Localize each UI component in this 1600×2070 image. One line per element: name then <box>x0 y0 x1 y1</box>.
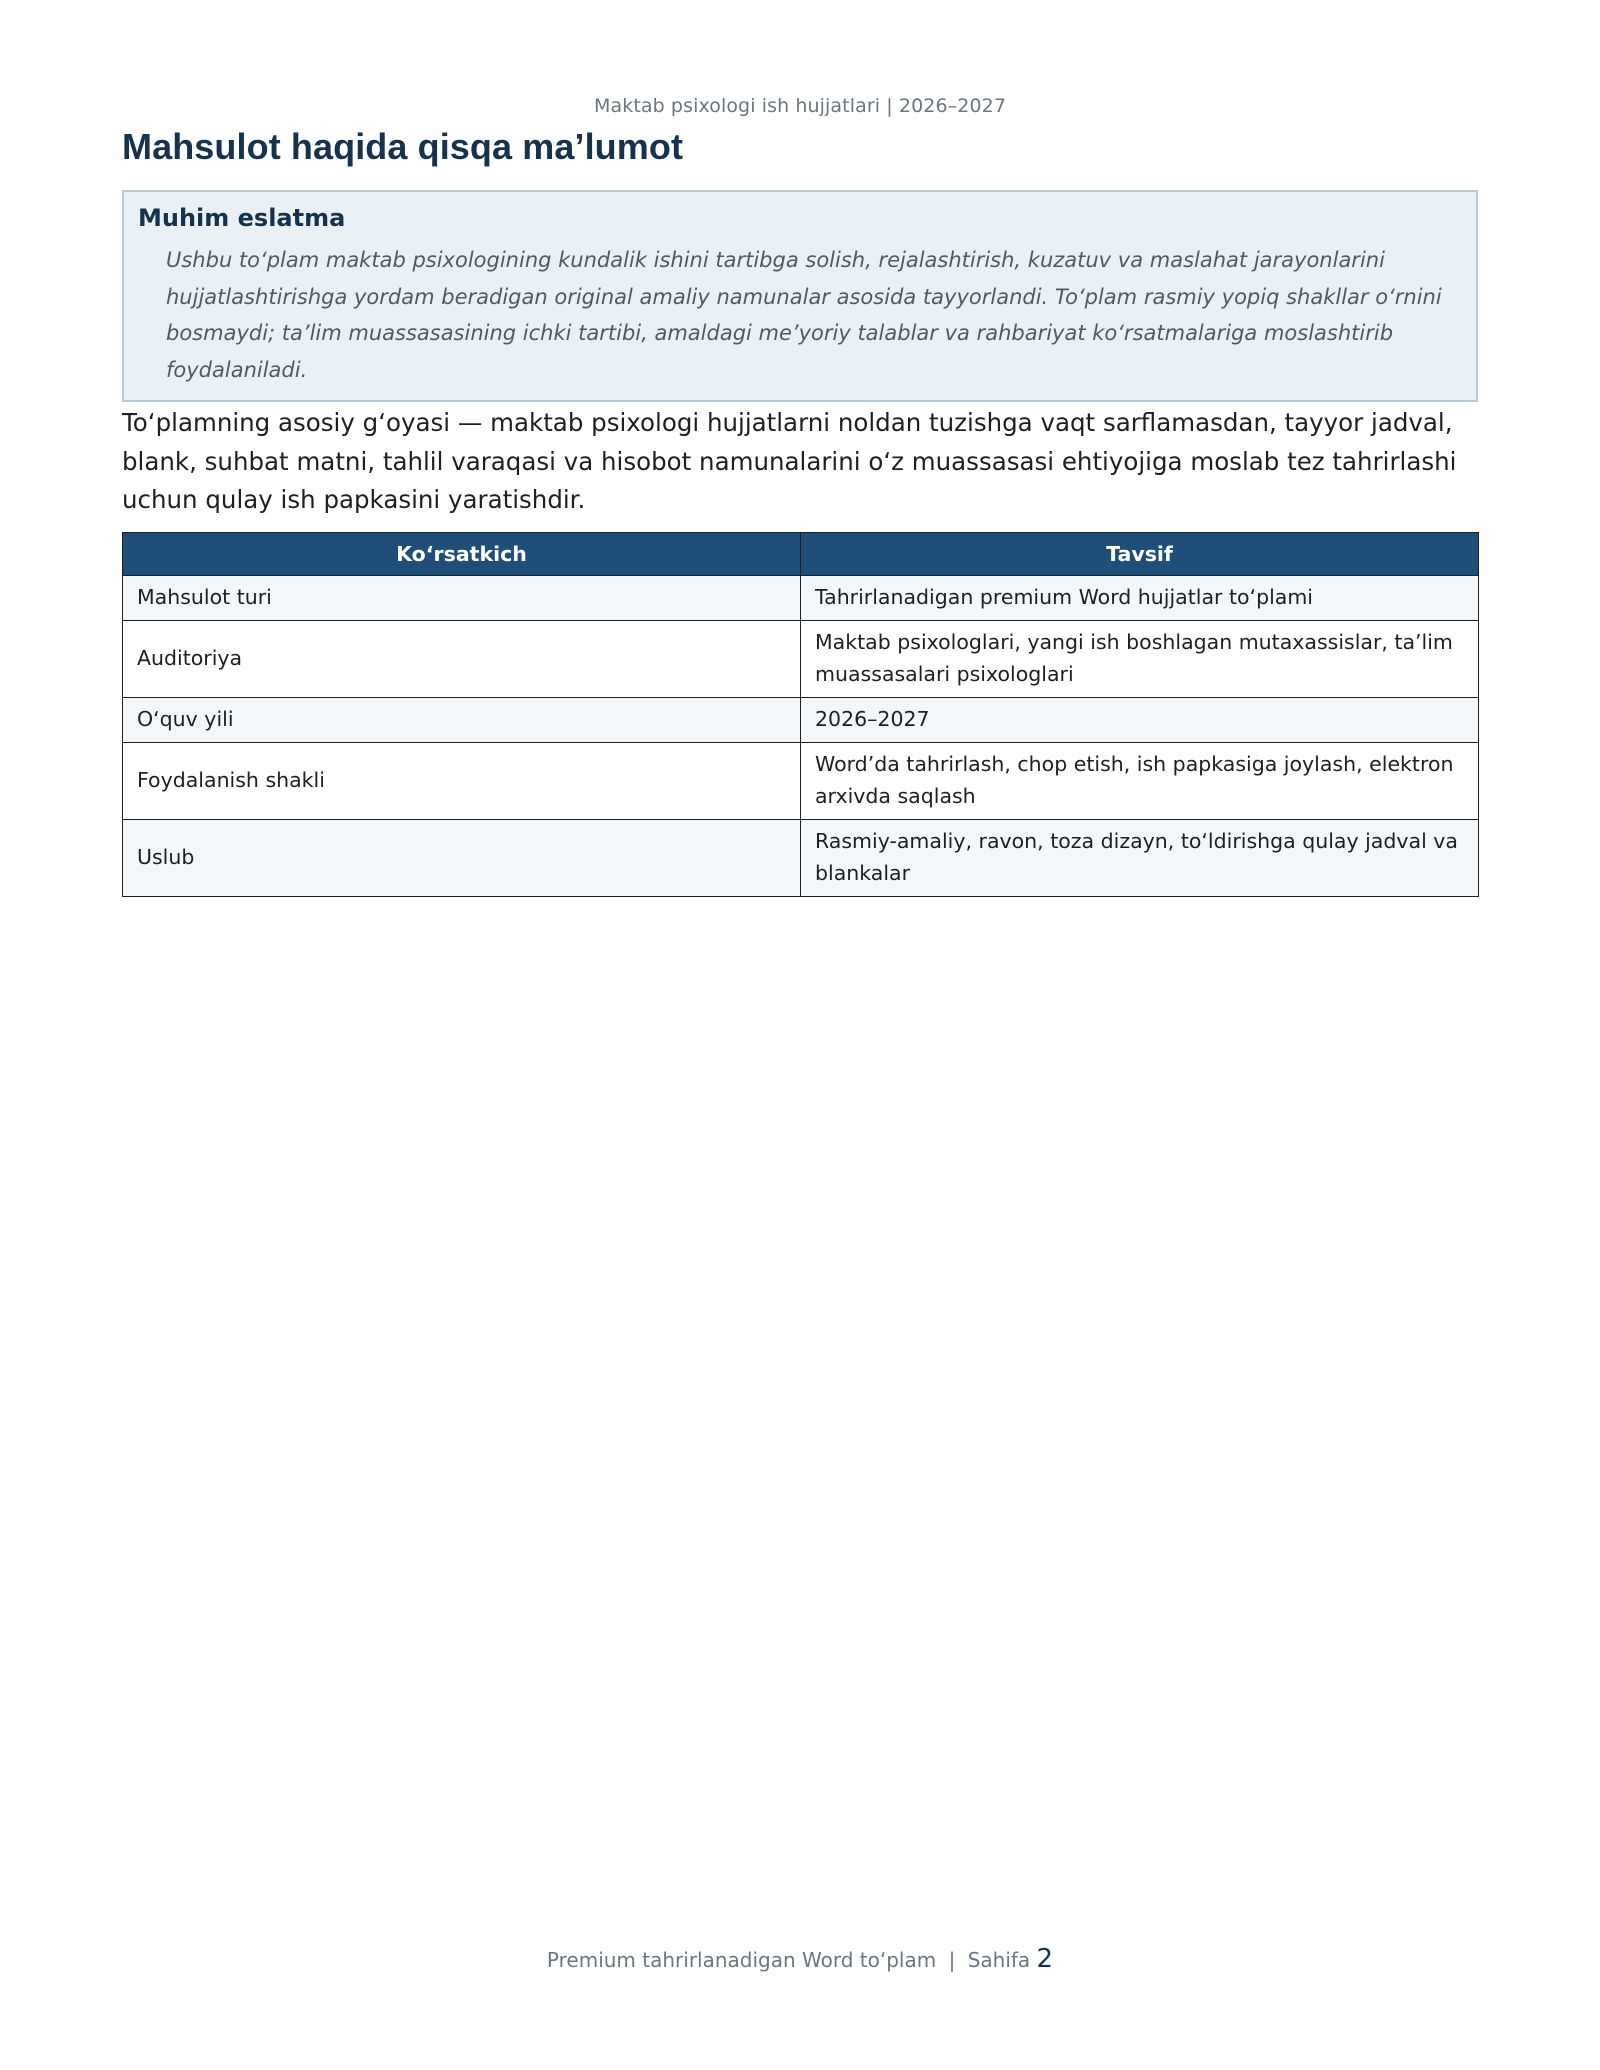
important-note-box <box>122 190 1478 402</box>
intro-paragraph: To‘plamning asosiy g‘oyasi — maktab psixologi hujjatlarni noldan tuzishga vaqt sarflamasdan, tayyor jadval, blank, suhbat matni, tahlil varaqasi va hisobot namunalarini o‘z muassasasi ehtiyojiga moslab tez tahrirlashi uchun qulay ish papkasini yaratishdir. <box>122 408 1457 514</box>
running-header: Maktab psixologi ish hujjatlari | 2026–2027 <box>593 95 1007 117</box>
table-cell-description: Maktab psixologlari, yangi ish boshlagan mutaxassislar, ta’lim muassasalari psixologlari <box>801 620 1479 697</box>
footer-page-label: Sahifa <box>967 1948 1031 1972</box>
table-header-description: Tavsif <box>801 532 1479 575</box>
table-header-indicator: Ko‘rsatkich <box>123 532 801 575</box>
table-row <box>123 742 1479 819</box>
table-cell-indicator: Auditoriya <box>123 620 801 697</box>
note-title: Muhim eslatma <box>138 204 346 232</box>
page-title: Mahsulot haqida qisqa ma’lumot <box>122 126 684 167</box>
table-row <box>123 697 1479 742</box>
running-footer <box>0 1944 1600 1974</box>
table-cell-indicator: O‘quv yili <box>123 697 801 742</box>
table-cell-indicator: Mahsulot turi <box>123 575 801 620</box>
table-cell-indicator: Uslub <box>123 819 801 896</box>
page-content <box>122 122 1478 897</box>
table-cell-description: Tahrirlanadigan premium Word hujjatlar to‘plami <box>801 575 1479 620</box>
table-row <box>123 819 1479 896</box>
table-cell-description: 2026–2027 <box>801 697 1479 742</box>
table-cell-description: Rasmiy-amaliy, ravon, toza dizayn, to‘ldirishga qulay jadval va blankalar <box>801 819 1479 896</box>
table-row <box>123 620 1479 697</box>
product-info-table <box>122 532 1479 897</box>
note-text: Ushbu to‘plam maktab psixologining kundalik ishini tartibga solish, rejalashtirish, kuzatuv va maslahat jarayonlarini hujjatlashtirishga yordam beradigan original amaliy namunalar asosida tayyorlandi. To‘plam rasmiy yopiq shakllar o‘rnini bosmaydi; ta’lim muassasasining ichki tartibi, amaldagi me’yoriy talablar va rahbariyat ko‘rsatmalariga moslashtirib foydalaniladi. <box>166 248 1442 382</box>
table-cell-description: Word’da tahrirlash, chop etish, ish papkasiga joylash, elektron arxivda saqlash <box>801 742 1479 819</box>
table-row <box>123 575 1479 620</box>
footer-separator: | <box>948 1948 956 1972</box>
page-number: 2 <box>1036 1944 1054 1974</box>
table-header-row <box>123 532 1479 575</box>
footer-text: Premium tahrirlanadigan Word to‘plam <box>546 1948 937 1972</box>
table-cell-indicator: Foydalanish shakli <box>123 742 801 819</box>
